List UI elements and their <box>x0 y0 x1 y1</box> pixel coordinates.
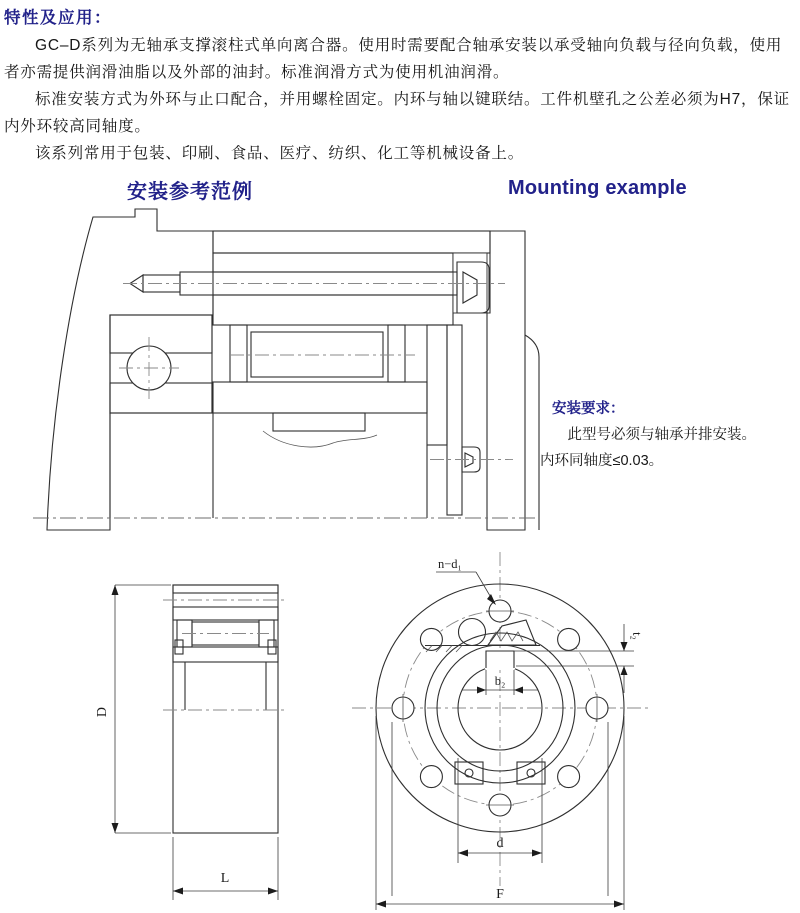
end-plate <box>447 325 462 515</box>
shaft-key <box>273 413 365 431</box>
dim-label-t: t₂ <box>630 632 644 640</box>
roller <box>459 619 486 646</box>
side-view-drawing <box>82 560 302 910</box>
dim-label-b: b₂ <box>494 674 506 688</box>
clutch-outer-ring <box>213 295 453 325</box>
outer-ring-flange <box>173 585 278 593</box>
dimension-bolt-holes <box>436 557 496 605</box>
dimension-D <box>95 585 171 833</box>
mounting-example-heading-cn: 安装参考范例 <box>127 181 253 203</box>
note-title: 安装要求： <box>552 401 625 417</box>
note-line: 内环同轴度≤0.03。 <box>540 453 664 469</box>
retainer-right <box>388 325 405 382</box>
retainer-left <box>230 325 247 382</box>
inner-ring <box>173 647 278 662</box>
ball-bearing <box>110 315 212 413</box>
spring <box>490 632 523 641</box>
machine-wall-top <box>213 231 490 253</box>
clutch-inner-ring <box>213 382 427 413</box>
mounting-requirement-note <box>540 396 796 474</box>
machine-wall-right <box>487 231 525 530</box>
dim-label-D: D <box>95 706 110 718</box>
dim-label-L: L <box>220 871 230 886</box>
intro-paragraph: GC–D系列为无轴承支撑滚柱式单向离合器。使用时需要配合轴承安装以承受轴向负载与径向负载，使用者亦需提供润滑油脂以及外部的油封。标准润滑方式为使用机油润滑。 <box>4 37 783 81</box>
section-title: 特性及应用： <box>4 9 112 27</box>
dimension-keyway-width <box>462 670 538 695</box>
clutch-end-flange <box>427 325 447 445</box>
outer-ring <box>173 607 278 620</box>
dim-label-n-d1: n−d₁ <box>438 557 462 571</box>
front-view-drawing <box>350 548 660 913</box>
mounting-cross-section-drawing <box>25 205 545 535</box>
dimension-L <box>173 837 278 900</box>
set-screw <box>430 447 513 472</box>
intro-paragraph: 标准安装方式为外环与止口配合，并用螺栓固定。内环与轴以键联结。工件机壁孔之公差必须为H7，保证内外环较高同轴度。 <box>4 91 790 135</box>
break-line <box>263 431 377 447</box>
clutch-flange-upper <box>213 253 453 272</box>
dim-label-d: d <box>496 836 504 851</box>
note-line: 此型号必须与轴承并排安装。 <box>567 427 757 443</box>
intro-paragraph: 该系列常用于包装、印刷、食品、医疗、纺织、化工等机械设备上。 <box>35 145 525 162</box>
mounting-example-heading-en: Mounting example <box>508 177 687 199</box>
dim-label-F: F <box>496 887 504 902</box>
intro-section <box>0 2 800 167</box>
mounting-bolt <box>123 262 505 313</box>
clutch-roller <box>251 332 383 377</box>
